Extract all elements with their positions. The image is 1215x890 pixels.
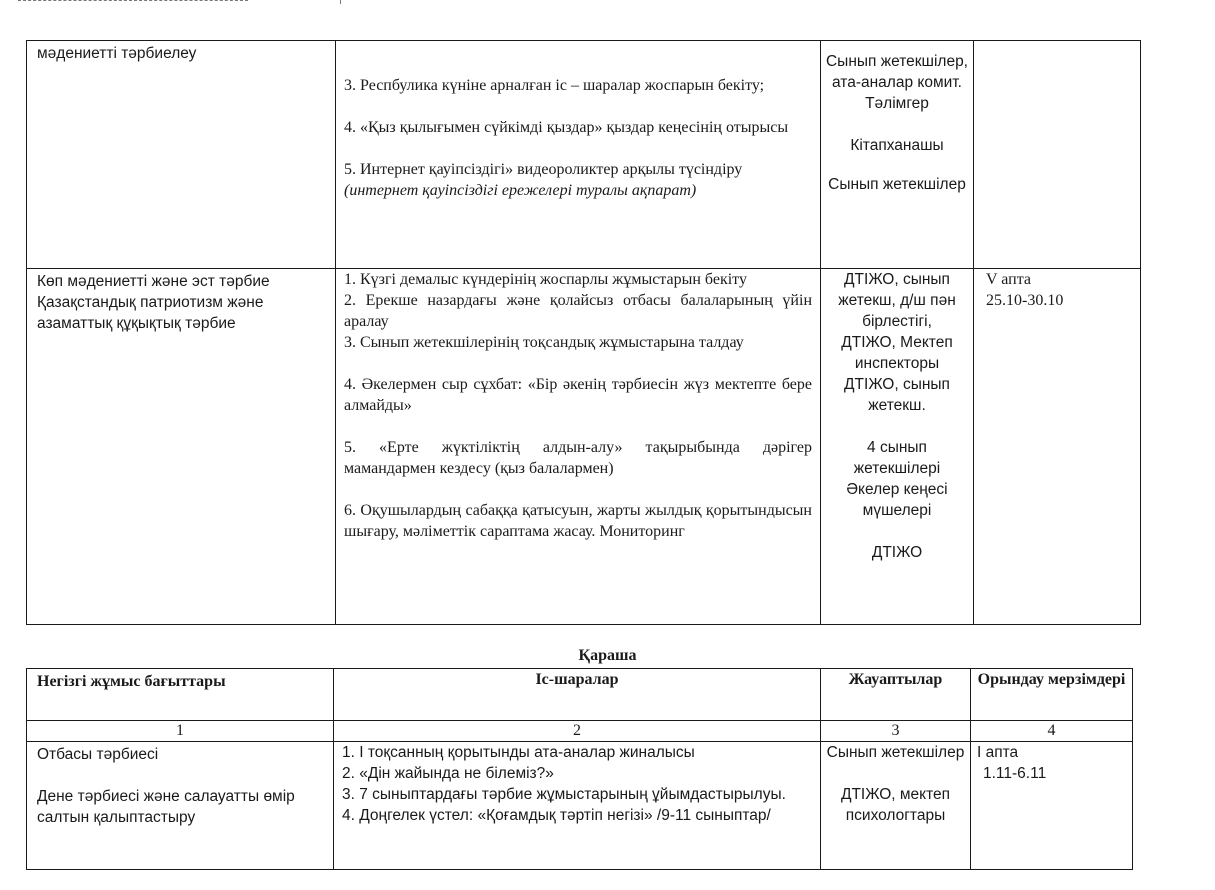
deadline-dates: 1.11-6.11 [983,765,1047,782]
direction-cell [27,269,336,625]
month-caption: Қараша [578,647,637,664]
direction-text: Көп мәдениетті және эст тәрбие [37,273,270,290]
activity-item: 3. 7 сыныптардағы тәрбие жұмыстарының ұйымдастырылуы. [342,786,786,803]
responsible-item: Сынып жетекшілер [826,744,965,761]
responsible-item: ДТІЖО, сынып жетекш. [844,376,950,414]
direction-text: Дене тәрбиесі және салауатты өмір салтын қалыптастыру [37,788,295,826]
activity-item: 3. Сынып жетекшілерінің тоқсандық жұмыстарына талдау [344,334,744,351]
direction-cell [27,41,336,269]
responsible-item: Кітапханашы [850,137,944,154]
column-number: 3 [821,721,971,742]
column-number: 4 [971,721,1133,742]
deadline-cell [971,742,1133,870]
activity-item: 4. «Қыз қылығымен сүйкімді қыздар» қыздар кеңесінің отырысы [344,119,789,136]
column-number-row [27,721,1133,742]
responsible-item: Сынып жетекшілер [828,176,966,193]
responsible-item: ДТІЖО, мектеп психологтары [840,786,951,824]
activity-item: 6. Оқушылардың сабаққа қатысуын, жарты жылдық қорытындысын шығару, мәліметтік сараптама жасау. Мониторинг [344,502,812,540]
activity-item: 1. Күзгі демалыс күндерінің жоспарлы жұмыстарын бекіту [344,271,747,288]
responsible-item: Сынып жетекшілер, ата-аналар комит. [825,53,968,91]
responsible-item: ДТІЖО [871,544,923,561]
activities-cell [336,269,821,625]
activity-item: 4. Әкелермен сыр сұхбат: «Бір әкенің тәрбиесін жүз мектепте бере алмайды» [344,376,812,414]
deadline-week: V апта [986,271,1032,288]
header-deadlines: Орындау мерзімдері [971,669,1133,721]
direction-text: Қазақстандық патриотизм және азаматтық құқықтық тәрбие [37,294,264,332]
activity-note: (интернет қауіпсіздігі ережелері туралы ақпарат) [344,182,697,199]
table-row [27,41,1141,269]
header-row [27,669,1133,721]
responsible-item: ДТІЖО, сынып жетекш, д/ш пән бірлестігі, [838,271,956,330]
activity-item: 2. «Дін жайында не білеміз?» [342,765,554,782]
column-number: 2 [334,721,821,742]
activity-item: 5. Интернет қауіпсіздігі» видеороликтер арқылы түсіндіру [344,161,743,178]
column-number: 1 [27,721,334,742]
direction-text: мәдениетті тәрбиелеу [37,45,197,62]
header-activities: Іс-шаралар [334,669,821,721]
table-row [27,269,1141,625]
responsible-item: 4 сынып жетекшілері [853,439,941,477]
plan-table-october [26,40,1141,625]
deadline-week: І апта [977,744,1019,761]
activity-item: 3. Респбулика күніне арналған іс – шаралар жоспарын бекіту; [344,77,765,94]
responsible-item: Тәлімгер [865,95,929,112]
responsible-cell [821,269,974,625]
cropped-top-tick [340,0,341,4]
deadline-cell [974,269,1141,625]
responsible-item: Әкелер кеңесі мүшелері [846,481,948,519]
cropped-top-border [18,0,248,7]
responsible-item: ДТІЖО, Мектеп инспекторы [841,334,953,372]
direction-cell [27,742,334,870]
activity-item: 4. Доңгелек үстел: «Қоғамдық тәртіп негізі» /9-11 сыныптар/ [342,807,771,824]
deadline-cell [974,41,1141,269]
activity-item: 1. І тоқсанның қорытынды ата-аналар жиналысы [342,744,695,761]
responsible-cell [821,41,974,269]
deadline-dates: 25.10-30.10 [986,292,1064,309]
responsible-cell [821,742,971,870]
header-responsible: Жауаптылар [821,669,971,721]
activities-cell [334,742,821,870]
direction-text: Отбасы тәрбиесі [37,746,159,763]
activity-item: 5. «Ерте жүктіліктің алдын-алу» тақырыбында дәрігер мамандармен кездесу (қыз балалармен) [344,439,812,477]
activities-cell [336,41,821,269]
activity-item: 2. Ерекше назардағы және қолайсыз отбасы балаларының үйін аралау [344,292,812,330]
table-row [27,742,1133,870]
header-directions: Негізгі жұмыс бағыттары [27,669,334,721]
plan-table-november [26,668,1133,870]
